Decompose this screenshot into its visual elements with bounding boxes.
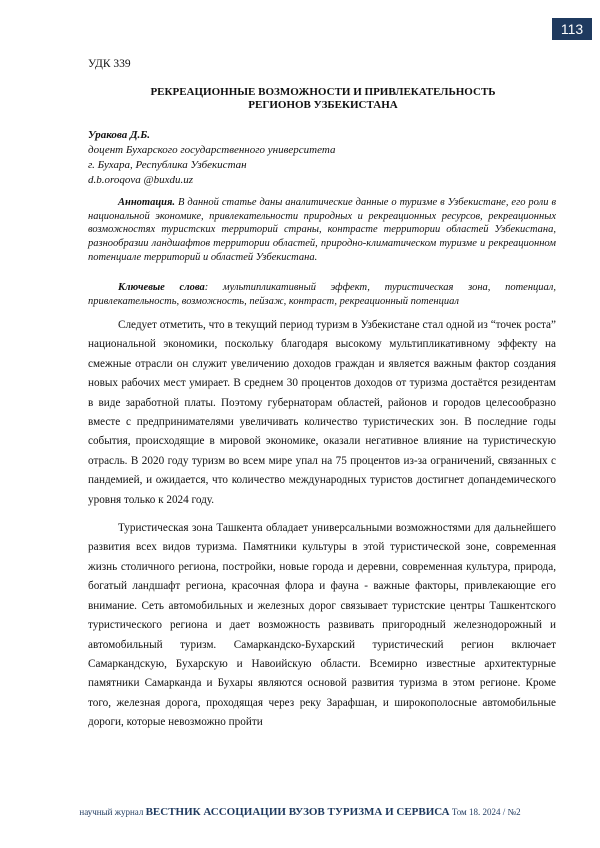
udk-code: УДК 339	[88, 58, 131, 70]
page-number-badge: 113	[552, 18, 592, 40]
abstract	[88, 196, 556, 265]
title-line-2: РЕГИОНОВ УЗБЕКИСТАНА	[248, 99, 398, 111]
author-position: доцент Бухарского государственного университета	[88, 144, 336, 156]
body-paragraph-2: Туристическая зона Ташкента обладает универсальными возможностями для дальнейшего развития всех видов туризма. Памятники культуры в этой туристической зоне, современная жизнь столичного региона, постройки, новые города и деревни, современная культура, природа, богатый ландшафт региона, красочная флора и фауна - важные факторы, привлекающие его внимание. Сеть автомобильных и железных дорог связывает туристские центры Ташкентского туристического региона и дает возможность развивать пригородный железнодорожный и автомобильный туризм. Самаркандско-Бухарский туристический регион включает Самаркандскую, Бухарскую и Навоийскую области. Всемирно известные архитектурные памятники Самарканда и Бухары являются основой развития туризма в этом регионе. Кроме того, железная дорога, проходящая через реку Зарафшан, и широкополосные автомобильные дороги, которые невозможно пройти	[88, 522, 556, 729]
keywords	[88, 281, 556, 308]
abstract-label: Аннотация.	[118, 197, 176, 208]
keywords-text: : мультипликативный эффект, туристическая зона, потенциал, привлекательность, возможность, пейзаж, контраст, рекреационный потенциал	[88, 282, 556, 307]
article-title	[88, 86, 558, 112]
author-name: Уракова Д.Б.	[88, 129, 150, 141]
footer-journal-name: ВЕСТНИК АССОЦИАЦИИ ВУЗОВ ТУРИЗМА И СЕРВИСА	[145, 806, 450, 818]
journal-footer	[0, 806, 600, 818]
abstract-text: В данной статье даны аналитические данные о туризме в Узбекистане, его роли в национальной экономике, привлекательности природных и рекреационных ресурсов, рекреационных возможностях туристских территорий страны, контрасте территории областей Узбекистана, разнообразии ландшафтов территории областей, природно-климатическом туризме и рекреационном потенциале территорий и областей Узбекистана.	[88, 197, 556, 263]
author-email: d.b.oroqova @buxdu.uz	[88, 174, 194, 186]
body-paragraph-1: Следует отметить, что в текущий период туризм в Узбекистане стал одной из “точек роста” национальной экономики, поскольку благодаря высокому мультипликативному эффекту на смежные отрасли он служит увеличению доходов граждан и является важным фактор создания новых рабочих мест умирает. В среднем 30 процентов доходов от туризма достаётся резидентам в виде заработной платы. Поэтому губернаторам областей, районов и городов целесообразно вместе с предпринимателями увеличивать количество туристических зон. В последние годы события, происходящие в мировой экономике, оказали негативное влияние на туристическую отрасль. В 2020 году туризм во всем мире упал на 75 процентов из-за ограничений, связанных с пандемией, и ожидается, что количество международных туристов достигнет допандемического уровня только к 2024 году.	[88, 319, 556, 506]
keywords-label: Ключевые слова	[118, 282, 205, 293]
footer-prefix: научный журнал	[79, 807, 146, 817]
article-body	[88, 316, 556, 742]
author-block	[88, 128, 335, 188]
title-line-1: РЕКРЕАЦИОННЫЕ ВОЗМОЖНОСТИ И ПРИВЛЕКАТЕЛЬНОСТЬ	[150, 86, 496, 98]
footer-issue: Том 18. 2024 / №2	[449, 807, 521, 817]
author-city: г. Бухара, Республика Узбекистан	[88, 159, 247, 171]
